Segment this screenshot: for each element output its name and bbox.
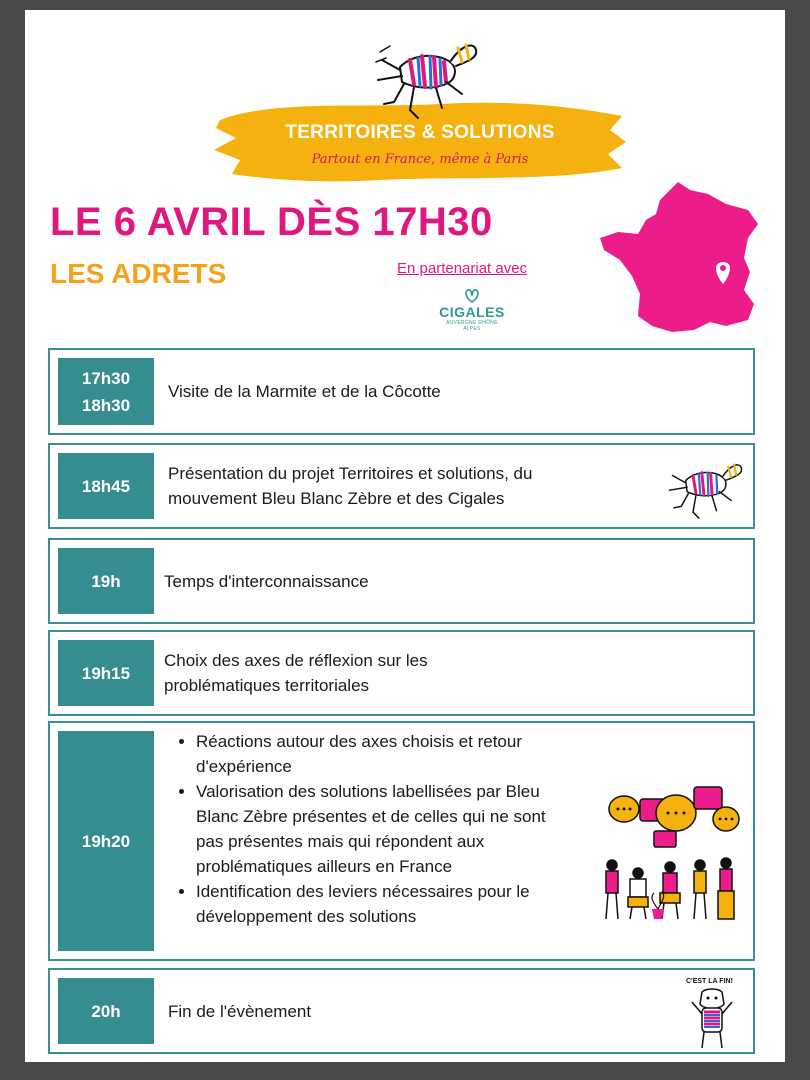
bullet-item: • Identification des leviers nécessaires pour le développement des solutions xyxy=(196,879,562,929)
france-map-icon xyxy=(598,180,763,340)
schedule-text: Fin de l'évènement xyxy=(168,1001,312,1021)
schedule-row xyxy=(48,968,755,1054)
schedule-text: Choix des axes de réflexion sur les problématiques territoriales xyxy=(164,651,428,695)
partner-subtitle: AUVERGNE RHÔNE ALPES xyxy=(446,320,498,332)
schedule-time: 19h20 xyxy=(58,731,154,951)
event-place: LES ADRETS xyxy=(50,258,227,289)
schedule-time: 20h xyxy=(58,978,154,1044)
schedule-row xyxy=(48,538,755,624)
brand-subtitle: Partout en France, même à Paris xyxy=(311,152,529,167)
schedule-time: 19h15 xyxy=(58,640,154,706)
zebra-illustration-icon xyxy=(662,455,746,521)
schedule-row xyxy=(48,443,755,529)
partner-link[interactable]: En partenariat avec xyxy=(397,260,528,277)
schedule-time: 17h30 18h30 xyxy=(58,358,154,425)
cigales-logo xyxy=(437,288,507,332)
schedule-row xyxy=(48,348,755,435)
event-date: LE 6 AVRIL DÈS 17H30 xyxy=(50,200,493,244)
bullet-item: • Réactions autour des axes choisis et retour d'expérience xyxy=(196,729,562,779)
schedule-row xyxy=(48,630,755,716)
schedule-text: Visite de la Marmite et de la Côcotte xyxy=(168,382,441,401)
bullet-item: • Valorisation des solutions labellisées par Bleu Blanc Zèbre présentes et de celles qui ne sont pas présentes mais qui répondent aux problématiques ailleurs en France xyxy=(196,779,562,879)
zebra-cest-la-fin-icon xyxy=(690,988,734,1050)
schedule-row xyxy=(48,721,755,961)
cigales-leaf-icon xyxy=(462,288,482,304)
schedule-text: Temps d'interconnaissance xyxy=(164,571,369,591)
discussion-illustration-icon xyxy=(602,773,742,923)
brand-title: TERRITOIRES & SOLUTIONS xyxy=(285,122,555,143)
partner-name: CIGALES xyxy=(439,304,505,320)
schedule-bullets xyxy=(172,729,562,929)
schedule-text: Présentation du projet Territoires et solutions, du mouvement Bleu Blanc Zèbre et des Cigales xyxy=(168,464,533,508)
cest-la-fin-badge: C'EST LA FIN! xyxy=(686,978,733,985)
schedule-time: 19h xyxy=(58,548,154,614)
schedule-time: 18h45 xyxy=(58,453,154,519)
zebra-logo-icon xyxy=(370,32,480,122)
brand-banner xyxy=(210,72,630,192)
flyer-page xyxy=(25,10,785,1062)
